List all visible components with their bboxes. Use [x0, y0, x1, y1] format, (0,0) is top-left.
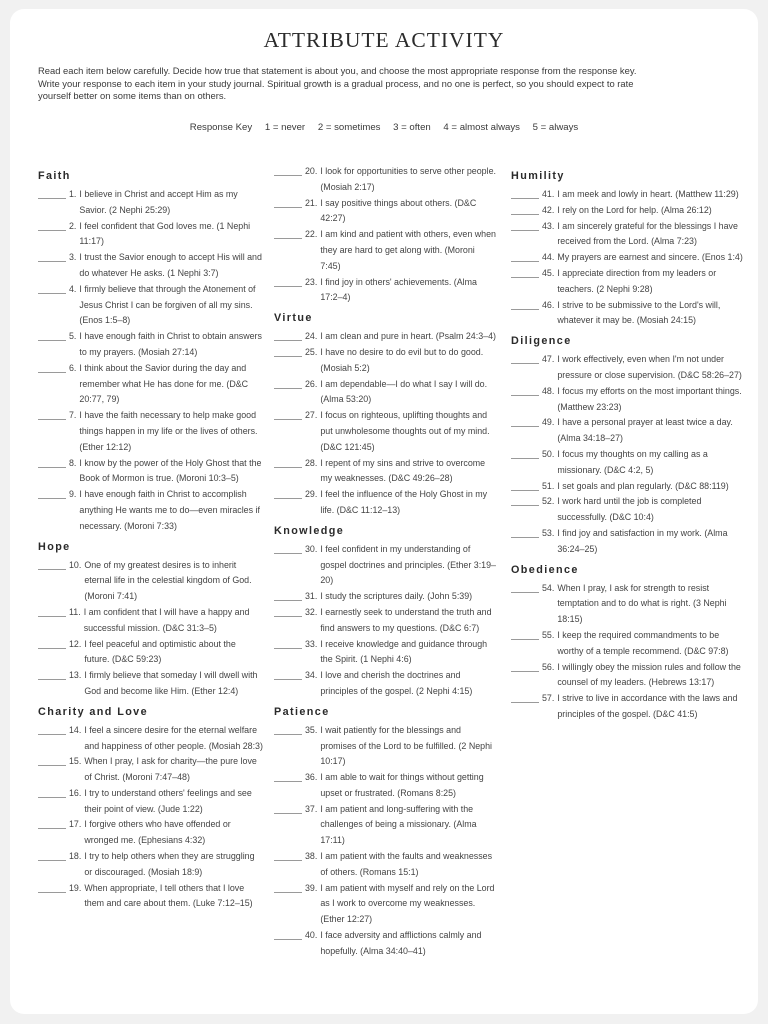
item-text: I have no desire to do evil but to do good. (Mosiah 5:2) [320, 346, 484, 373]
attribute-item [274, 329, 496, 345]
response-blank[interactable] [511, 219, 539, 231]
response-blank[interactable] [274, 542, 302, 554]
attribute-item [38, 361, 263, 408]
section-heading: Obedience [511, 563, 579, 576]
item-text: I say positive things about others. (D&C 42:27) [320, 197, 477, 224]
response-blank[interactable] [38, 487, 66, 499]
attribute-item [511, 384, 743, 416]
attribute-item [274, 456, 496, 488]
item-number: 39. [305, 882, 318, 893]
item-number: 50. [542, 448, 555, 459]
item-number: 11. [69, 606, 81, 617]
response-key [10, 122, 758, 133]
response-blank[interactable] [274, 164, 302, 176]
item-number: 1. [69, 189, 77, 199]
attribute-item [274, 637, 496, 669]
response-blank[interactable] [511, 203, 539, 215]
attribute-item [38, 605, 263, 637]
attribute-item [38, 219, 263, 251]
attribute-item [274, 164, 496, 196]
item-number: 38. [305, 851, 318, 862]
item-number: 17. [69, 819, 82, 830]
item-text: I work hard until the job is completed successfully. (D&C 10:4) [557, 496, 702, 523]
item-text: I am meek and lowly in heart. (Matthew 11:29) [557, 189, 739, 199]
column-2 [274, 164, 496, 960]
item-number: 49. [542, 417, 555, 428]
attribute-item [274, 345, 496, 377]
response-blank[interactable] [274, 849, 302, 861]
response-blank[interactable] [38, 605, 66, 617]
item-text: I feel confident in my understanding of gospel doctrines and principles. (Ether 3:19–20) [320, 543, 496, 586]
response-blank[interactable] [38, 329, 66, 341]
response-blank[interactable] [274, 605, 302, 617]
item-text: I repent of my sins and strive to overcome my weaknesses. (D&C 49:26–28) [320, 457, 486, 484]
attribute-item [274, 377, 496, 409]
item-text: I trust the Savior enough to accept His will and do whatever He asks. (1 Nephi 3:7) [79, 252, 262, 278]
item-text: I have a personal prayer at least twice a day. (Alma 34:18–27) [557, 417, 733, 444]
item-number: 20. [305, 166, 318, 176]
response-blank[interactable] [274, 377, 302, 389]
item-number: 22. [305, 229, 318, 240]
response-blank[interactable] [38, 786, 66, 798]
column-3 [511, 164, 743, 723]
attribute-item [511, 691, 743, 723]
attribute-item [38, 817, 263, 849]
attribute-item [38, 668, 263, 700]
response-blank[interactable] [274, 329, 302, 341]
response-blank[interactable] [38, 668, 66, 680]
item-text: I have enough faith in Christ to obtain answers to my prayers. (Mosiah 27:14) [79, 331, 262, 357]
item-number: 31. [305, 591, 318, 602]
attribute-item [274, 770, 496, 802]
item-number: 19. [69, 882, 82, 893]
attribute-item [511, 494, 743, 526]
attribute-item [511, 219, 743, 251]
attribute-item [511, 526, 743, 558]
response-blank[interactable] [274, 408, 302, 420]
item-number: 27. [305, 410, 318, 421]
attribute-item [274, 881, 496, 928]
response-blank[interactable] [274, 345, 302, 357]
response-blank[interactable] [38, 881, 66, 893]
item-number: 6. [69, 362, 77, 373]
attribute-item [38, 187, 263, 219]
attribute-item [274, 487, 496, 519]
attribute-item [511, 415, 743, 447]
item-number: 29. [305, 489, 318, 500]
document-page [10, 9, 758, 1014]
response-blank[interactable] [511, 352, 539, 364]
item-number: 33. [305, 638, 318, 649]
response-blank[interactable] [38, 723, 66, 735]
item-number: 30. [305, 543, 318, 554]
item-text: I feel confident that God loves me. (1 Nephi 11:17) [79, 220, 251, 247]
response-blank[interactable] [38, 219, 66, 231]
attribute-item [38, 282, 263, 329]
item-text: I look for opportunities to serve other people. (Mosiah 2:17) [320, 166, 496, 192]
attribute-item [274, 589, 496, 605]
item-number: 13. [69, 670, 82, 681]
response-blank[interactable] [38, 754, 66, 766]
section-heading: Knowledge [274, 524, 345, 537]
response-blank[interactable] [38, 250, 66, 262]
item-text: I focus on righteous, uplifting thoughts and put unwholesome thoughts out of my mind. (D&C 121:45) [320, 410, 490, 452]
item-number: 45. [542, 267, 555, 278]
attribute-item [38, 881, 263, 913]
item-number: 14. [69, 724, 82, 735]
attribute-item [38, 456, 263, 488]
item-text: I firmly believe that through the Atonement of Jesus Christ I can be forgiven of all my sins. (Enos 1:5–8) [79, 283, 256, 326]
attribute-item [274, 408, 496, 455]
response-blank[interactable] [274, 668, 302, 680]
attribute-item [511, 447, 743, 479]
response-blank[interactable] [511, 187, 539, 199]
response-blank[interactable] [511, 250, 539, 262]
item-text: I firmly believe that someday I will dwell with God and become like Him. (Ether 12:4) [84, 670, 258, 696]
response-blank[interactable] [274, 928, 302, 940]
item-text: When appropriate, I tell others that I love them and care about them. (Luke 7:12–15) [84, 882, 253, 909]
item-text: I am able to wait for things without getting upset or frustrated. (Romans 8:25) [320, 772, 484, 798]
item-text: I try to help others when they are struggling or discouraged. (Mosiah 18:9) [84, 851, 255, 877]
response-blank[interactable] [38, 637, 66, 649]
attribute-item [38, 487, 263, 534]
item-text: I love and cherish the doctrines and principles of the gospel. (2 Nephi 4:15) [320, 670, 473, 696]
attribute-item [274, 668, 496, 700]
item-number: 35. [305, 724, 318, 735]
item-number: 16. [69, 787, 82, 798]
attribute-item [38, 558, 263, 605]
response-blank[interactable] [511, 494, 539, 506]
response-blank[interactable] [511, 628, 539, 640]
item-text: I am patient with the faults and weaknesses of others. (Romans 15:1) [320, 851, 493, 877]
item-text: When I pray, I ask for strength to resist temptation and to do what is right. (3 Nephi 18:15) [557, 582, 727, 625]
attribute-item [38, 408, 263, 455]
attribute-item [38, 250, 263, 282]
section-heading: Virtue [274, 312, 313, 325]
item-number: 26. [305, 378, 318, 389]
response-blank[interactable] [511, 384, 539, 396]
item-text: I find joy and satisfaction in my work. (Alma 36:24–25) [557, 527, 728, 554]
item-text: I study the scriptures daily. (John 5:39) [320, 591, 473, 602]
item-number: 56. [542, 661, 555, 672]
item-number: 40. [305, 930, 318, 941]
response-blank[interactable] [511, 266, 539, 278]
attribute-item [38, 786, 263, 818]
item-number: 55. [542, 629, 555, 640]
item-text: I rely on the Lord for help. (Alma 26:12) [557, 204, 712, 215]
item-text: One of my greatest desires is to inherit eternal life in the celestial kingdom of God. (Moroni 7:41) [84, 559, 252, 602]
item-text: I try to understand others' feelings and see their point of view. (Jude 1:22) [84, 787, 252, 814]
item-text: When I pray, I ask for charity—the pure love of Christ. (Moroni 7:47–48) [84, 756, 257, 783]
item-text: I know by the power of the Holy Ghost that the Book of Mormon is true. (Moroni 10:3–5) [79, 457, 262, 484]
response-blank[interactable] [274, 589, 302, 601]
response-key-option: 3 = often [393, 122, 431, 133]
item-text: I face adversity and afflictions calmly and hopefully. (Alma 34:40–41) [320, 930, 482, 956]
response-blank[interactable] [38, 849, 66, 861]
attribute-item [274, 542, 496, 589]
response-blank[interactable] [511, 581, 539, 593]
response-blank[interactable] [38, 408, 66, 420]
item-text: I focus my thoughts on my calling as a missionary. (D&C 4:2, 5) [557, 448, 708, 475]
response-blank[interactable] [274, 770, 302, 782]
item-text: I am patient with myself and rely on the Lord as I work to overcome my weaknesses. (Ether 12:27) [320, 882, 495, 925]
item-text: I forgive others who have offended or wronged me. (Ephesians 4:32) [84, 819, 231, 846]
item-number: 47. [542, 354, 555, 365]
attribute-item [38, 849, 263, 881]
item-text: I am patient and long-suffering with the challenges of being a missionary. (Alma 17:11) [320, 803, 477, 846]
section-heading: Hope [38, 540, 71, 553]
section-heading: Charity and Love [38, 705, 148, 718]
item-number: 21. [305, 197, 318, 208]
attribute-item [511, 298, 743, 330]
section-heading: Faith [38, 170, 71, 182]
attribute-item [274, 605, 496, 637]
item-text: I believe in Christ and accept Him as my Savior. (2 Nephi 25:29) [79, 189, 238, 215]
item-text: My prayers are earnest and sincere. (Enos 1:4) [557, 252, 743, 263]
response-blank[interactable] [274, 487, 302, 499]
item-text: I strive to live in accordance with the laws and principles of the gospel. (D&C 41:5) [557, 693, 738, 719]
attribute-item [274, 275, 496, 307]
section-heading: Diligence [511, 335, 572, 348]
item-text: I keep the required commandments to be worthy of a temple recommend. (D&C 97:8) [557, 629, 729, 656]
item-text: I have enough faith in Christ to accomplish anything He wants me to do—even miracles if necessary. (Moroni 7:33) [79, 489, 260, 531]
item-number: 48. [542, 385, 555, 396]
item-number: 57. [542, 693, 555, 704]
item-number: 32. [305, 606, 318, 617]
attribute-item [38, 723, 263, 755]
response-blank[interactable] [274, 227, 302, 239]
item-number: 2. [69, 220, 77, 231]
response-blank[interactable] [38, 282, 66, 294]
response-key-option: 4 = almost always [443, 122, 520, 133]
item-number: 3. [69, 252, 77, 263]
item-text: I feel a sincere desire for the eternal welfare and happiness of other people. (Mosiah 28:3) [84, 724, 263, 751]
instructions [38, 65, 734, 103]
response-blank[interactable] [511, 660, 539, 672]
response-blank[interactable] [511, 526, 539, 538]
attribute-item [511, 660, 743, 692]
attribute-item [511, 479, 743, 495]
item-text: I work effectively, even when I'm not under pressure or close supervision. (D&C 58:26–27) [557, 354, 742, 380]
response-blank[interactable] [274, 196, 302, 208]
item-text: I set goals and plan regularly. (D&C 88:119) [557, 480, 729, 491]
item-text: I wait patiently for the blessings and promises of the Lord to be fulfilled. (2 Nephi 10:17) [320, 724, 493, 767]
response-blank[interactable] [511, 447, 539, 459]
attribute-item [274, 928, 496, 960]
page-title: ATTRIBUTE ACTIVITY [263, 28, 505, 52]
attribute-item [274, 849, 496, 881]
item-text: I think about the Savior during the day and remember what He has done for me. (D&C 20:77, 79) [79, 362, 249, 405]
item-number: 53. [542, 527, 555, 538]
section-heading: Humility [511, 170, 565, 182]
attribute-item [274, 802, 496, 849]
instructions-line: Write your response to each item in your study journal. Spiritual growth is a gradual process, and no one is perfect, so you should expect to rate [38, 77, 634, 89]
attribute-item [511, 250, 743, 266]
item-text: I am confident that I will have a happy and successful mission. (D&C 31:3–5) [83, 606, 250, 633]
response-blank[interactable] [274, 881, 302, 893]
item-text: I feel peaceful and optimistic about the future. (D&C 59:23) [84, 638, 236, 665]
item-text: I have the faith necessary to help make good things happen in my life or the lives of others. (Ether 12:12) [79, 410, 258, 452]
instructions-line: Read each item below carefully. Decide how true that statement is about you, and choose the most appropriate response from the response key. [38, 65, 637, 76]
item-text: I am sincerely grateful for the blessings I have received from the Lord. (Alma 7:23) [557, 220, 738, 247]
item-number: 54. [542, 582, 555, 593]
item-text: I focus my efforts on the most important things. (Matthew 23:23) [557, 385, 742, 412]
item-text: I receive knowledge and guidance through the Spirit. (1 Nephi 4:6) [320, 638, 488, 665]
item-text: I willingly obey the mission rules and follow the counsel of my leaders. (Hebrews 13:17) [557, 661, 741, 688]
item-text: I appreciate direction from my leaders or teachers. (2 Nephi 9:28) [557, 267, 717, 294]
item-number: 28. [305, 457, 318, 468]
attribute-item [38, 637, 263, 669]
instructions-line: yourself better on some items than on others. [38, 90, 227, 101]
attribute-item [38, 329, 263, 361]
item-number: 51. [542, 480, 555, 491]
item-number: 9. [69, 489, 77, 500]
item-number: 41. [542, 189, 555, 199]
item-number: 52. [542, 496, 555, 507]
item-text: I am dependable—I do what I say I will do. (Alma 53:20) [320, 378, 488, 405]
attribute-item [274, 196, 496, 228]
section-heading: Patience [274, 705, 330, 718]
attribute-item [511, 187, 743, 203]
item-number: 8. [69, 457, 77, 468]
item-number: 36. [305, 772, 318, 783]
item-number: 46. [542, 299, 555, 310]
item-number: 43. [542, 220, 555, 231]
item-text: I earnestly seek to understand the truth and find answers to my questions. (D&C 6:7) [320, 606, 492, 633]
item-text: I am clean and pure in heart. (Psalm 24:3–4) [320, 331, 496, 342]
response-blank[interactable] [38, 558, 66, 570]
attribute-item [38, 754, 263, 786]
response-blank[interactable] [38, 456, 66, 468]
item-number: 25. [305, 346, 318, 357]
item-number: 18. [69, 851, 82, 862]
response-blank[interactable] [274, 723, 302, 735]
response-key-label: Response Key [189, 122, 253, 133]
attribute-item [511, 266, 743, 298]
response-blank[interactable] [511, 415, 539, 427]
attribute-item [511, 581, 743, 628]
response-key-option: 1 = never [264, 122, 306, 133]
item-number: 5. [69, 331, 77, 342]
item-number: 7. [69, 410, 77, 421]
item-number: 4. [69, 283, 77, 294]
item-text: I strive to be submissive to the Lord's will, whatever it may be. (Mosiah 24:15) [557, 299, 721, 326]
item-text: I feel the influence of the Holy Ghost in my life. (D&C 11:12–13) [320, 489, 488, 515]
item-number: 44. [542, 252, 555, 263]
item-number: 34. [305, 670, 318, 681]
item-number: 24. [305, 331, 318, 342]
response-blank[interactable] [274, 275, 302, 287]
response-blank[interactable] [38, 361, 66, 373]
item-number: 15. [69, 756, 82, 767]
response-blank[interactable] [511, 691, 539, 703]
item-number: 23. [305, 276, 318, 287]
attribute-item [511, 203, 743, 219]
item-number: 10. [69, 559, 82, 570]
attribute-item [511, 628, 743, 660]
response-blank[interactable] [38, 187, 66, 199]
response-blank[interactable] [274, 802, 302, 814]
response-blank[interactable] [38, 817, 66, 829]
item-text: I find joy in others' achievements. (Alma 17:2–4) [320, 276, 477, 303]
attribute-item [274, 723, 496, 770]
item-number: 12. [69, 638, 82, 649]
response-blank[interactable] [274, 637, 302, 649]
attribute-item [274, 227, 496, 274]
response-key-option: 2 = sometimes [317, 122, 381, 133]
response-key-option: 5 = always [532, 122, 579, 133]
column-1 [38, 164, 263, 912]
attribute-item [511, 352, 743, 384]
response-blank[interactable] [511, 298, 539, 310]
item-number: 42. [542, 204, 555, 215]
response-blank[interactable] [274, 456, 302, 468]
response-blank[interactable] [511, 479, 539, 491]
item-number: 37. [305, 803, 318, 814]
item-text: I am kind and patient with others, even when they are hard to get along with. (Moroni 7:45) [320, 229, 496, 271]
